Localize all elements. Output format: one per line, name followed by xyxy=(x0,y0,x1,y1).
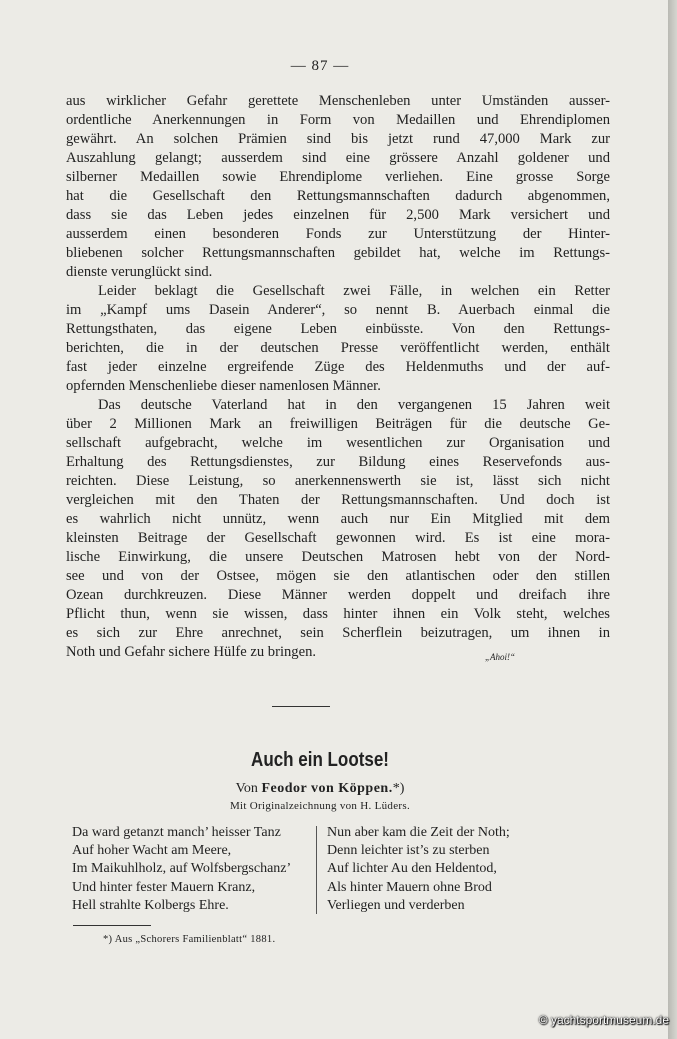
section-divider xyxy=(272,706,330,707)
poem-line: Auf lichter Au den Heldentod, xyxy=(327,861,497,877)
page-edge xyxy=(668,0,677,1039)
illustration-credit: Mit Originalzeichnung von H. Lüders. xyxy=(229,800,411,812)
text-line: ordentliche Anerkennungen in Form von Medaillen und Ehrendiplomen xyxy=(66,112,610,128)
text-line: aus wirklicher Gefahr gerettete Menschenleben unter Umständen ausser- xyxy=(66,93,610,109)
text-line: sellschaft aufgebracht, welche im wesentlichen zur Organisation und xyxy=(66,435,610,451)
poem-stanza-right xyxy=(327,824,510,915)
text-line: dienste verunglückt sind. xyxy=(66,264,213,280)
poem-line: Und hinter fester Mauern Kranz, xyxy=(72,879,256,895)
text-line: see und von der Ostsee, mögen sie den atlantischen oder den stillen xyxy=(66,568,610,584)
text-line: hat die Gesellschaft den Rettungsmannschaften dadurch abgenommen, xyxy=(66,188,610,204)
text-line: opfernden Menschenliebe dieser namenlosen Männer. xyxy=(66,378,381,394)
poem-stanza-left xyxy=(72,824,291,915)
text-line: berichten, die in der deutschen Presse veröffentlicht werden, enthält xyxy=(66,340,610,356)
footnote: *) Aus „Schorers Familienblatt“ 1881. xyxy=(103,934,276,945)
text-line: Auszahlung gelangt; ausserdem sind eine grössere Anzahl goldener und xyxy=(66,150,610,166)
text-line: gewährt. An solchen Prämien sind bis jetzt rund 47,000 Mark zur xyxy=(66,131,610,147)
text-line: bliebenen solcher Rettungsmannschaften gebildet hat, welche im Rettungs- xyxy=(66,245,610,261)
page-number: — 87 — xyxy=(290,58,350,74)
poem-line: Nun aber kam die Zeit der Noth; xyxy=(327,825,510,840)
footnote-rule xyxy=(73,925,151,926)
text-line: Noth und Gefahr sichere Hülfe zu bringen. xyxy=(66,644,317,660)
byline-prefix: Von xyxy=(235,781,258,796)
text-line: es wahrlich nicht unnütz, wenn auch nur Ein Mitglied mit dem xyxy=(66,511,610,527)
poem-line: Im Maikuhlholz, auf Wolfsbergschanz’ xyxy=(72,861,292,877)
column-separator xyxy=(316,826,317,914)
signature: „Ahoi!“ xyxy=(485,652,516,662)
text-line: Ozean durchkreuzen. Diese Männer werden doppelt und dreifach ihre xyxy=(66,587,610,603)
watermark: © yachtsportmuseum.de xyxy=(538,1013,669,1027)
text-line: es sich zur Ehre anrechnet, sein Scherflein beizutragen, um ihnen in xyxy=(66,625,610,641)
footnote-mark: *) xyxy=(392,781,405,796)
text-line: vergleichen mit den Thaten der Rettungsmannschaften. Und doch ist xyxy=(66,492,610,508)
poem-author: Feodor von Köppen. xyxy=(261,781,393,796)
text-line: über 2 Millionen Mark an freiwilligen Beiträgen für die deutsche Ge- xyxy=(66,416,610,432)
text-line: fast jeder einzelne ergreifende Züge des Heldenmuths und der auf- xyxy=(66,359,610,375)
text-line: Pflicht thun, wenn sie wissen, dass hinter ihnen ein Volk steht, welches xyxy=(66,606,610,622)
poem-line: Hell strahlte Kolbergs Ehre. xyxy=(72,897,229,913)
text-line: dass sie das Leben jedes einzelnen für 2,500 Mark versichert und xyxy=(66,207,610,223)
poem-line: Als hinter Mauern ohne Brod xyxy=(327,879,492,895)
poem-line: Denn leichter ist’s zu sterben xyxy=(327,843,490,859)
text-line: ausserdem einen besonderen Fonds zur Unterstützung der Hinter- xyxy=(66,226,610,242)
text-line: lische Einwirkung, die unsere Deutschen Matrosen hebt von der Nord- xyxy=(66,549,610,565)
poem-line: Da ward getanzt manch’ heisser Tanz xyxy=(72,825,281,840)
text-line: Erhaltung des Rettungsdienstes, zur Bildung eines Reservefonds aus- xyxy=(66,454,610,470)
text-line: Das deutsche Vaterland hat in den vergangenen 15 Jahren weit xyxy=(98,397,610,413)
poem-title: Auch ein Lootse! xyxy=(251,749,389,771)
text-line: im „Kampf ums Dasein Anderer“, so nennt B. Auerbach einmal die xyxy=(66,302,610,318)
text-line: reichten. Diese Leistung, so anerkennenswerth sie ist, lässt sich nicht xyxy=(66,473,610,489)
poem-byline xyxy=(0,781,640,797)
poem-line: Verliegen und verderben xyxy=(327,897,465,913)
text-line: kleinsten Beitrage der Gesellschaft gewonnen wird. Es ist eine mora- xyxy=(66,530,610,546)
poem-line: Auf hoher Wacht am Meere, xyxy=(72,843,232,859)
text-line: Leider beklagt die Gesellschaft zwei Fälle, in welchen ein Retter xyxy=(98,283,610,299)
text-line: Rettungsthaten, das eigene Leben einbüsste. Von den Rettungs- xyxy=(66,321,610,337)
text-line: silberner Medaillen sowie Ehrendiplome verliehen. Eine grosse Sorge xyxy=(66,169,610,185)
